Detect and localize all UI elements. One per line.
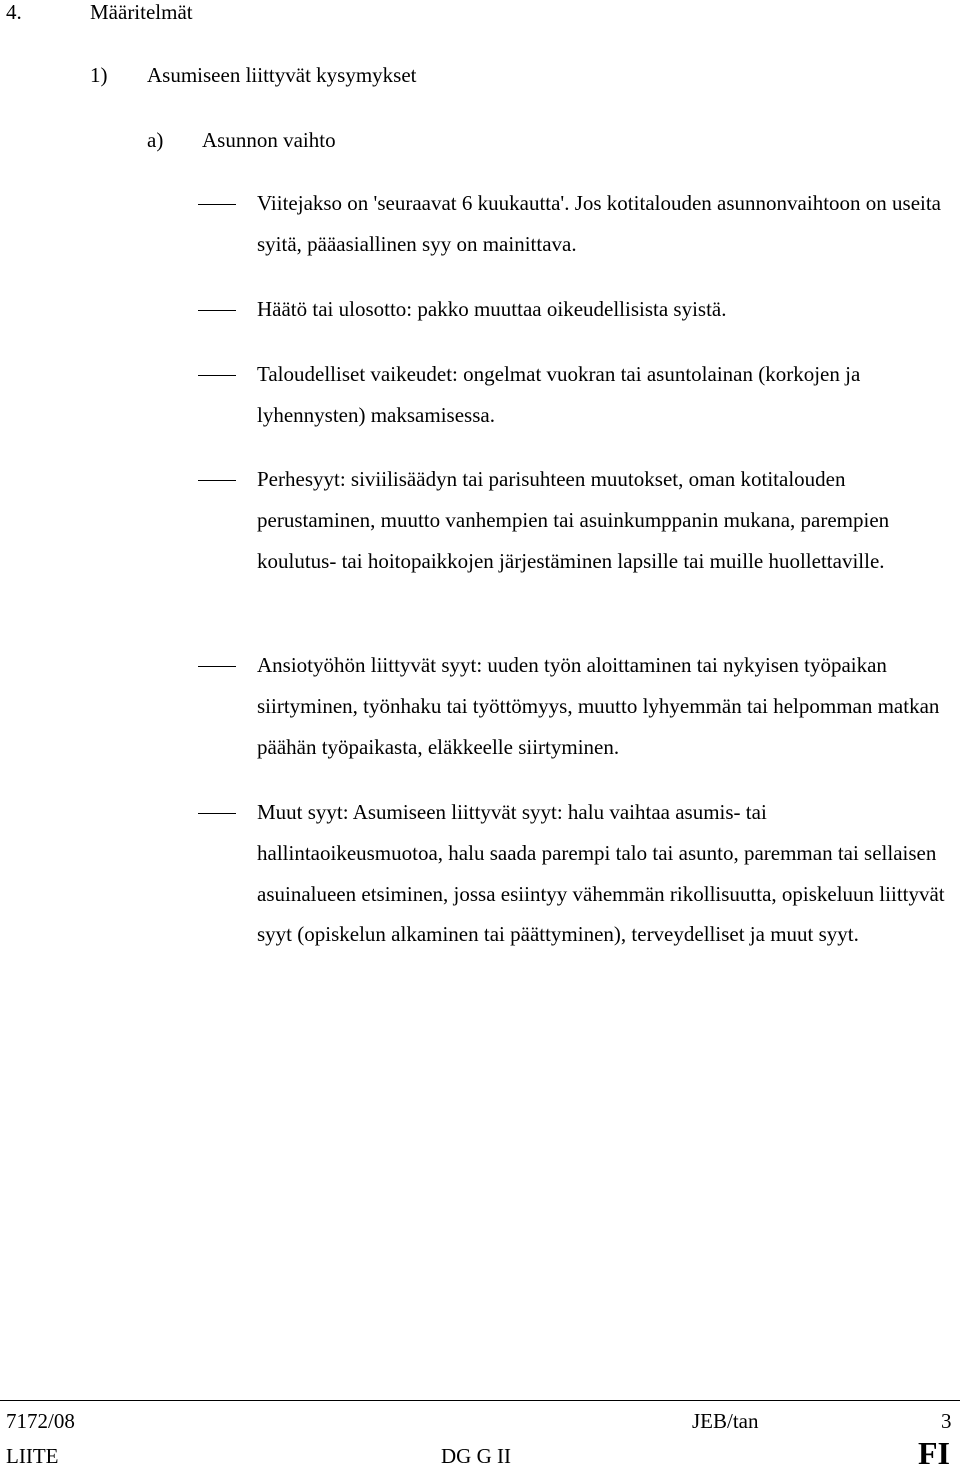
list-item-text: Häätö tai ulosotto: pakko muuttaa oikeudellisista syistä. [257,297,727,321]
dash-bullet [198,813,236,814]
footer-language: FI [918,1435,950,1471]
dash-bullet [198,310,236,311]
list-item-text: Perhesyyt: siviilisäädyn tai parisuhteen muutokset, oman kotitalouden perustaminen, muutto vanhempien tai asuinkumppanin mukana, parempien koulutus- tai hoitopaikkojen järjestäminen lapsille tai muille huollettaville. [257,467,890,573]
list-item-text: Taloudelliset vaikeudet: ongelmat vuokran tai asuntolainan (korkojen ja lyhennysten) maksamisessa. [257,362,861,427]
dash-bullet [198,666,236,667]
footer-dg: DG G II [441,1444,511,1468]
footer-doc-number: 7172/08 [6,1409,75,1433]
list-item-text: Viitejakso on 'seuraavat 6 kuukautta'. Jos kotitalouden asunnonvaihtoon on useita syitä, pääasiallinen syy on mainittava. [257,191,942,256]
footer-annex: LIITE [6,1444,59,1468]
dash-bullet [198,204,236,205]
section-number: 4. [6,0,22,24]
subsubsection-number: a) [147,128,164,152]
section-title: Määritelmät [90,0,193,24]
footer-page-number: 3 [941,1409,952,1433]
list-item-text: Ansiotyöhön liittyvät syyt: uuden työn aloittaminen tai nykyisen työpaikan siirtyminen, työnhaku tai työttömyys, muutto lyhyemmän tai helpomman matkan päähän työpaikasta, eläkkeelle siirtyminen. [257,653,940,759]
footer-rule [0,1400,960,1401]
subsubsection-title: Asunnon vaihto [202,128,336,152]
dash-bullet [198,375,236,376]
subsection-title: Asumiseen liittyvät kysymykset [147,63,417,87]
footer-author: JEB/tan [692,1409,759,1433]
dash-bullet [198,480,236,481]
list-item-text: Muut syyt: Asumiseen liittyvät syyt: halu vaihtaa asumis- tai hallintaoikeusmuotoa, halu saada parempi talo tai asunto, paremman tai sellaisen asuinalueen etsiminen, jossa esiintyy vähemmän rikollisuutta, opiskeluun liittyvät syyt (opiskelun alkaminen tai päättyminen), terveydelliset ja muut syyt. [257,800,945,947]
subsection-number: 1) [90,63,108,87]
